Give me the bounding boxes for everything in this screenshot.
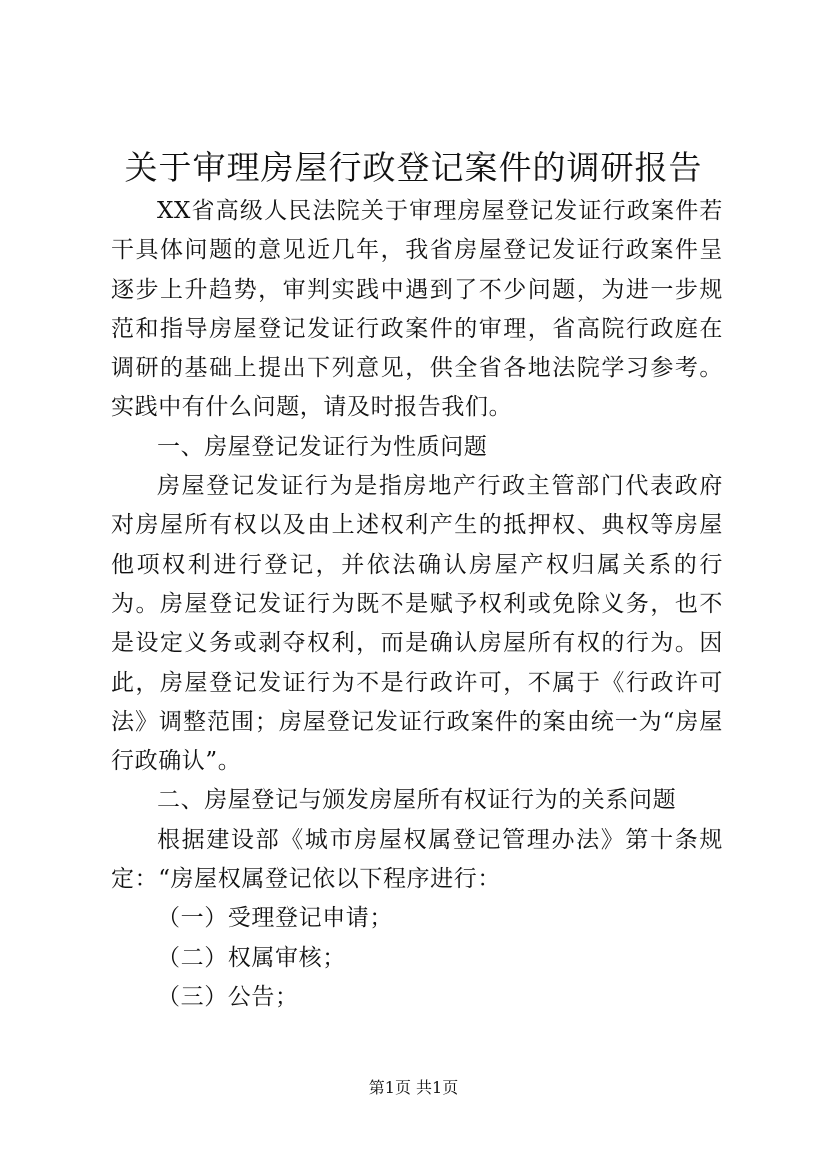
- list-item-2: （二）权属审核；: [157, 944, 346, 971]
- section-heading-2: 二、房屋登记与颁发房屋所有权证行为的关系问题: [157, 787, 677, 814]
- section-heading-1: 一、房屋登记发证行为性质问题: [157, 433, 488, 460]
- paragraph-section-1: 房屋登记发证行为是指房地产行政主管部门代表政府对房屋所有权以及由上述权利产生的抵押权、典权等房屋他项权利进行登记，并依法确认房屋产权归属关系的行为。房屋登记发证行为既不是赋予权利或免除义务，也不是设定义务或剥夺权利，而是确认房屋所有权的行为。因此，房屋登记发证行为不是行政许可，不属于《行政许可法》调整范围；房屋登记发证行政案件的案由统一为“房屋行政确认”。: [111, 473, 723, 775]
- list-item-1: （一）受理登记申请；: [157, 905, 393, 932]
- paragraph-intro: XX省高级人民法院关于审理房屋登记发证行政案件若干具体问题的意见近几年，我省房屋登记发证行政案件呈逐步上升趋势，审判实践中遇到了不少问题，为进一步规范和指导房屋登记发证行政案件的审理，省高院行政庭在调研的基础上提出下列意见，供全省各地法院学习参考。实践中有什么问题，请及时报告我们。: [111, 198, 723, 421]
- document-title: 关于审理房屋行政登记案件的调研报告: [124, 148, 703, 187]
- document-body: [111, 192, 723, 1017]
- page-number-footer: 第1页 共1页: [368, 1078, 459, 1097]
- paragraph-section-2: 根据建设部《城市房屋权属登记管理办法》第十条规定：“房屋权属登记依以下程序进行：: [111, 826, 723, 893]
- list-item-3: （三）公告；: [157, 983, 299, 1010]
